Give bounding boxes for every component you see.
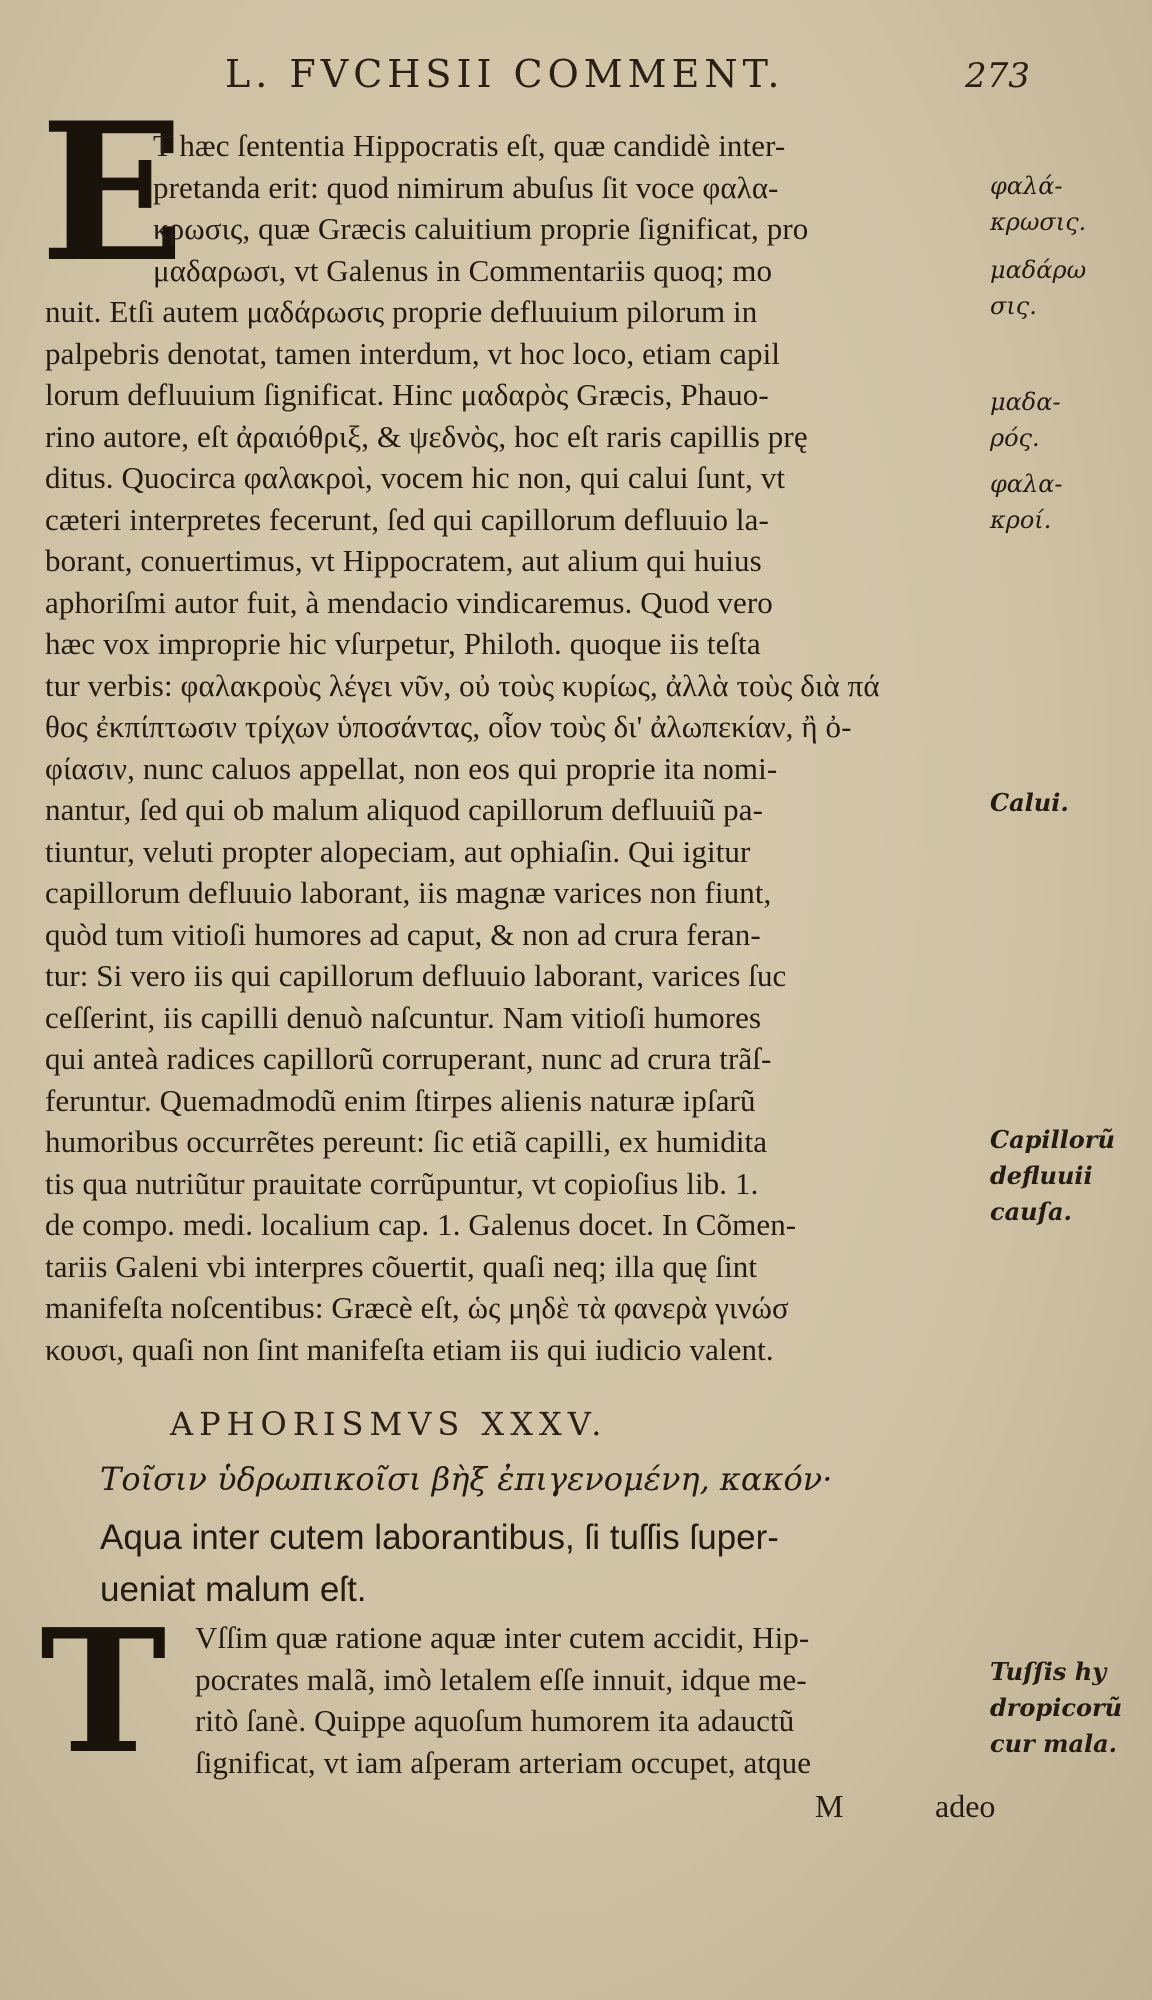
commentary-block-2 (45, 1617, 975, 1783)
text-line: aphoriſmi autor fuit, à mendacio vindicaremus. Quod vero (45, 584, 773, 620)
margin-note: Capillorũ defluuii cauſa. (990, 1125, 1115, 1226)
text-line: humoribus occurrẽtes pereunt: ſic etiã capilli, ex humidita (45, 1124, 768, 1159)
margin-note: φαλά- κρωσις. (990, 172, 1087, 236)
text-line: hæc vox improprie hic vſurpetur, Philoth. quoque iis teſta (45, 626, 761, 661)
text-line: tariis Galeni vbi interpres cõuertit, quaſi neq; illa quę ſint (45, 1248, 758, 1284)
text-line: θος ἐκπίπτωσιν τρίχων ὑποσάντας, οἷον τοὺς δι' ἀλωπεκίαν, ἢ ὀ- (45, 709, 852, 744)
text-line: de compo. medi. localium cap. 1. Galenus docet. In Cõmen- (45, 1207, 797, 1242)
text-line: manifeſta noſcentibus: Græcè eſt, ὡς μηδὲ τὰ φανερὰ γινώσ (45, 1290, 789, 1325)
signature-mark: M (815, 1788, 844, 1824)
text-line: feruntur. Quemadmodũ enim ſtirpes alienis naturæ ipſarũ (45, 1082, 756, 1118)
catchword: adeo (935, 1788, 996, 1824)
text-line: lorum defluuium ſignificat. Hinc μαδαρὸς Græcis, Phauo- (45, 377, 769, 412)
text-line: T hæc ſententia Hippocratis eſt, quæ candidè inter- (153, 128, 786, 163)
text-line: nuit. Etſi autem μαδάρωσις proprie defluuium pilorum in (45, 294, 758, 329)
text-line: ceſſerint, iis capilli denuò naſcuntur. Nam vitioſi humores (45, 999, 762, 1035)
text-line: nantur, ſed qui ob malum aliquod capillorum defluuiũ pa- (45, 792, 764, 827)
text-line: tiuntur, veluti propter alopeciam, aut ophiaſin. Qui igitur (45, 833, 751, 869)
aphorism-latin-line: Aqua inter cutem laborantibus, ſi tuſſis ſuper- (100, 1518, 779, 1557)
margin-note: μαδα- ρός. (990, 388, 1061, 452)
margin-note: μαδάρω σις. (990, 256, 1087, 320)
aphorism-latin-line: ueniat malum eſt. (100, 1570, 367, 1609)
text-line: tur verbis: φαλακροὺς λέγει νῦν, οὐ τοὺς κυρίως, ἀλλὰ τοὺς διὰ πά (45, 667, 880, 703)
text-line: qui anteà radices capillorũ corruperant, nunc ad crura trãſ- (45, 1041, 772, 1076)
text-line: tis qua nutriũtur prauitate corrũpuntur, vt copioſius lib. 1. (45, 1165, 759, 1201)
text-line: μαδαρωσι, vt Galenus in Commentariis quoq; mo (153, 252, 773, 288)
text-line: capillorum defluuio laborant, iis magnæ varices non fiunt, (45, 875, 772, 910)
text-line: Vſſim quæ ratione aquæ inter cutem accidit, Hip- (195, 1620, 810, 1655)
text-line: φίασιν, nunc caluos appellat, non eos qui proprie ita nomi- (45, 750, 778, 786)
text-line: tur: Si vero iis qui capillorum defluuio laborant, varices ſuc (45, 958, 787, 993)
aphorism-title: APHORISMVS XXXV. (170, 1405, 608, 1443)
text-line: ritò ſanè. Quippe aquoſum humorem ita adauctũ (195, 1703, 795, 1738)
text-line: pocrates malã, imò letalem eſſe innuit, idque me- (195, 1661, 807, 1697)
text-line: ſignificat, vt iam aſperam arteriam occupet, atque (195, 1744, 812, 1780)
margin-note: Calui. (990, 788, 1069, 817)
catchword-line (0, 1788, 1152, 1828)
text-line: palpebris denotat, tamen interdum, vt hoc loco, etiam capil (45, 335, 781, 371)
text-line: quòd tum vitioſi humores ad caput, & non ad crura feran- (45, 916, 761, 952)
text-line: κουσι, quaſi non ſint manifeſta etiam iis qui iudicio valent. (45, 1331, 774, 1367)
text-line: rino autore, eſt ἀραιόθριξ, & ψεδνὸς, hoc eſt raris capillis prę (45, 418, 808, 454)
margin-note: φαλα- κροί. (990, 470, 1063, 534)
running-head: L. FVCHSII COMMENT. (225, 52, 785, 96)
aphorism-greek: Τοῖσιν ὑδρωπικοῖσι βὴξ ἐπιγενομένη, κακόν· (100, 1460, 833, 1498)
text-line: pretanda erit: quod nimirum abuſus ſit voce φαλα- (153, 169, 779, 205)
text-line: ditus. Quocirca φαλακροὶ, vocem hic non, qui calui ſunt, vt (45, 460, 786, 495)
aphorism-latin (100, 1512, 1000, 1616)
page-number: 273 (965, 56, 1030, 96)
text-line: borant, conuertimus, vt Hippocratem, aut alium qui huius (45, 543, 762, 578)
text-line: cæteri interpretes fecerunt, ſed qui capillorum defluuio la- (45, 501, 769, 537)
margin-note: Tuſſis hy dropicorũ cur mala. (990, 1657, 1123, 1758)
text-line: κρωσις, quæ Græcis caluitium proprie ſignificat, pro (153, 211, 809, 246)
drop-cap-e: E (40, 81, 185, 304)
commentary-block (45, 125, 975, 1370)
drop-cap-t: T (40, 1592, 167, 1792)
